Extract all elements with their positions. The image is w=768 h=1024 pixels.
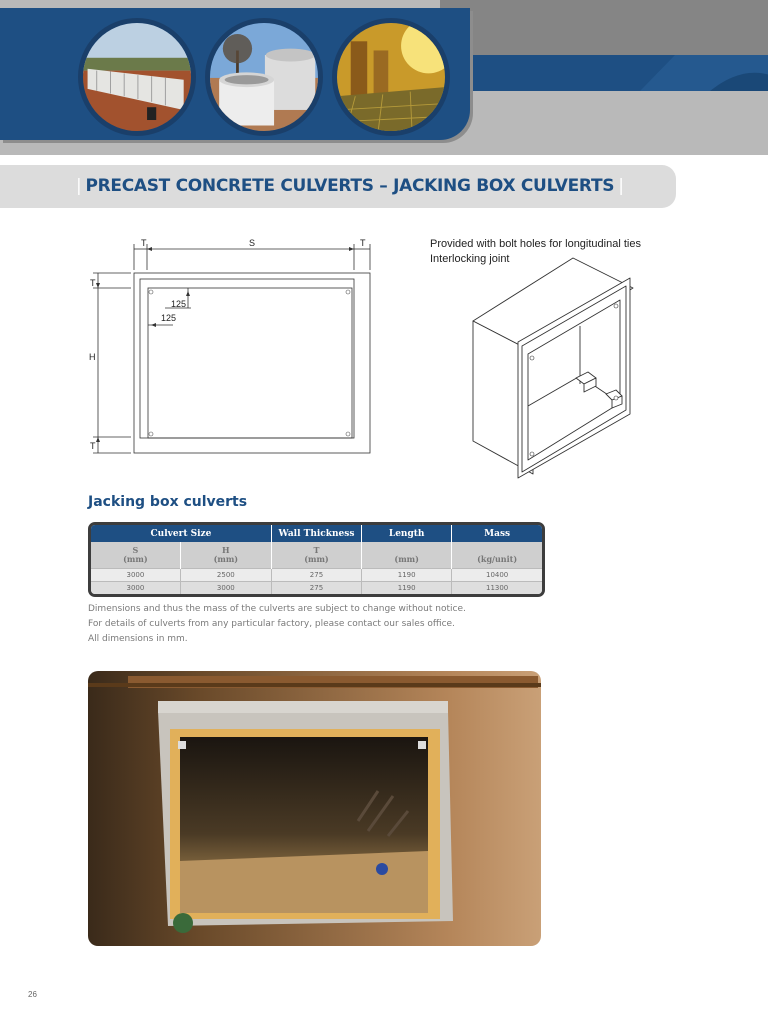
- table-sub-header-unit: (kg/unit): [477, 553, 518, 564]
- dim-label-s: S: [249, 238, 256, 248]
- table-group-header: Wall Thickness: [271, 525, 361, 542]
- header-swoosh: [600, 55, 768, 91]
- table-cell: 1190: [362, 568, 452, 581]
- table-sub-header-unit: (mm): [394, 553, 419, 564]
- note-line: For details of culverts from any particular factory, please contact our sales office.: [88, 619, 455, 629]
- table-sub-header-unit: (mm): [213, 553, 239, 564]
- table-cell: 1190: [362, 581, 452, 594]
- culvert-cross-section-drawing: [85, 232, 385, 464]
- drawing-note-interlocking-joint: Interlocking joint: [430, 253, 510, 265]
- table-cell: 10400: [452, 568, 542, 581]
- table-row: [91, 581, 542, 594]
- box-culvert-installation-photo: [88, 671, 541, 946]
- page-title-text: PRECAST CONCRETE CULVERTS – JACKING BOX CULVERTS: [85, 176, 615, 196]
- table-group-header: Culvert Size: [91, 525, 271, 542]
- table-sub-header-unit: (mm): [123, 553, 148, 564]
- table-cell: 2500: [180, 568, 271, 581]
- concrete-rings-photo: [205, 18, 323, 136]
- table-sub-header: [362, 542, 452, 568]
- page-number: 26: [28, 990, 37, 999]
- table-sub-header-symbol: H: [222, 544, 230, 555]
- table-group-header: Length: [362, 525, 452, 542]
- header-divider: [0, 155, 768, 163]
- dim-label-t-top-right: T: [360, 238, 366, 248]
- note-line: All dimensions in mm.: [88, 634, 188, 644]
- dim-label-t-side-top: T: [90, 278, 96, 288]
- table-cell: 3000: [91, 568, 180, 581]
- culvert-isometric-drawing: [430, 236, 670, 481]
- table-sub-header-symbol: T: [313, 544, 320, 555]
- table-cell: 3000: [91, 581, 180, 594]
- title-separator-right: |: [618, 176, 624, 196]
- table-cell: 275: [271, 568, 361, 581]
- table-row: [91, 568, 542, 581]
- dim-label-t-side-bottom: T: [90, 441, 96, 451]
- table-cell: 11300: [452, 581, 542, 594]
- dim-label-125-side: 125: [161, 313, 177, 323]
- construction-site-photo: [78, 18, 196, 136]
- table-cell: 3000: [180, 581, 271, 594]
- table-sub-header: [91, 542, 180, 568]
- culvert-spec-table: [88, 522, 545, 597]
- dim-label-t-top-left: T: [141, 238, 147, 248]
- culvert-installation-photo: [332, 18, 450, 136]
- table-cell: 275: [271, 581, 361, 594]
- dim-label-h: H: [89, 352, 96, 362]
- table-sub-header-unit: (mm): [304, 553, 329, 564]
- note-line: Dimensions and thus the mass of the culverts are subject to change without notice.: [88, 604, 466, 614]
- table-sub-header: [271, 542, 361, 568]
- header-dark-band: [440, 0, 768, 55]
- table-sub-header-symbol: S: [132, 544, 139, 555]
- table-group-header: Mass: [452, 525, 542, 542]
- section-heading: Jacking box culverts: [88, 494, 248, 510]
- dim-label-125-top: 125: [171, 299, 187, 309]
- title-separator-left: |: [76, 176, 82, 196]
- notes: [88, 602, 466, 647]
- drawing-note-bolt-holes: Provided with bolt holes for longitudinal ties: [430, 238, 641, 250]
- table-sub-header: [180, 542, 271, 568]
- table-sub-header: [452, 542, 542, 568]
- page-title: [72, 176, 628, 196]
